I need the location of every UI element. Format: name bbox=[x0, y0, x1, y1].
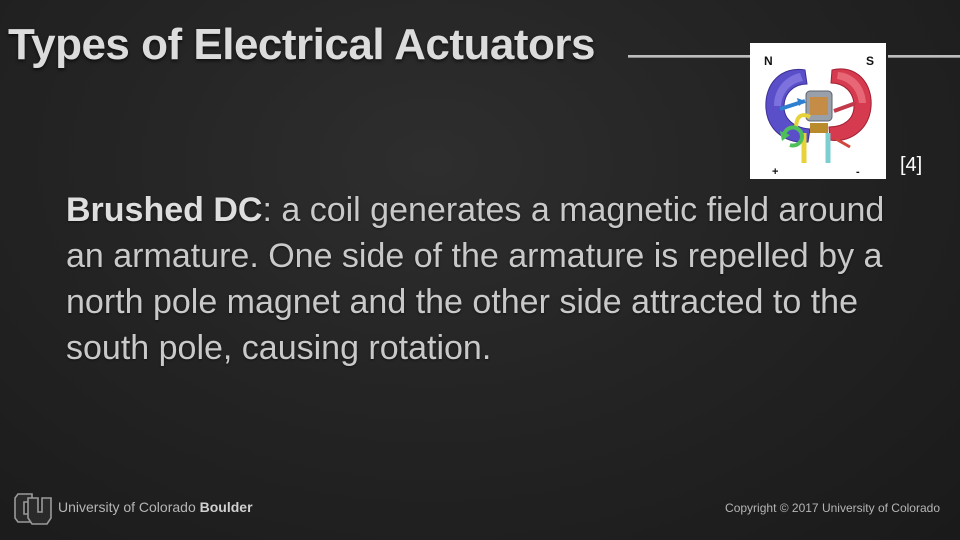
campus-label: Boulder bbox=[199, 499, 253, 515]
south-label: S bbox=[866, 54, 875, 68]
motor-diagram bbox=[750, 43, 886, 179]
copyright-notice: Copyright © 2017 University of Colorado bbox=[725, 501, 940, 515]
university-cu-logo bbox=[14, 491, 52, 527]
university-label: University of Colorado bbox=[58, 499, 196, 515]
minus-label: - bbox=[856, 166, 860, 178]
title-underline-left bbox=[628, 55, 750, 58]
armature-coil bbox=[810, 97, 828, 115]
title-underline-right bbox=[888, 55, 960, 58]
figure-citation: [4] bbox=[900, 154, 923, 176]
body-paragraph bbox=[66, 187, 926, 371]
plus-label: + bbox=[772, 166, 779, 178]
body-description: : a coil generates a magnetic field around an armature. One side of the armature is repelled by a north pole magnet and the other side attracted to the south pole, causing rotation. bbox=[66, 191, 885, 367]
field-arrow-red bbox=[834, 103, 856, 111]
body-term: Brushed DC bbox=[66, 191, 263, 229]
slide-title: Types of Electrical Actuators bbox=[8, 20, 596, 69]
brushed-dc-motor-figure bbox=[750, 43, 886, 179]
commutator bbox=[810, 123, 828, 133]
north-label: N bbox=[764, 54, 773, 68]
logo-u-shape bbox=[28, 498, 51, 524]
university-name bbox=[58, 499, 253, 515]
